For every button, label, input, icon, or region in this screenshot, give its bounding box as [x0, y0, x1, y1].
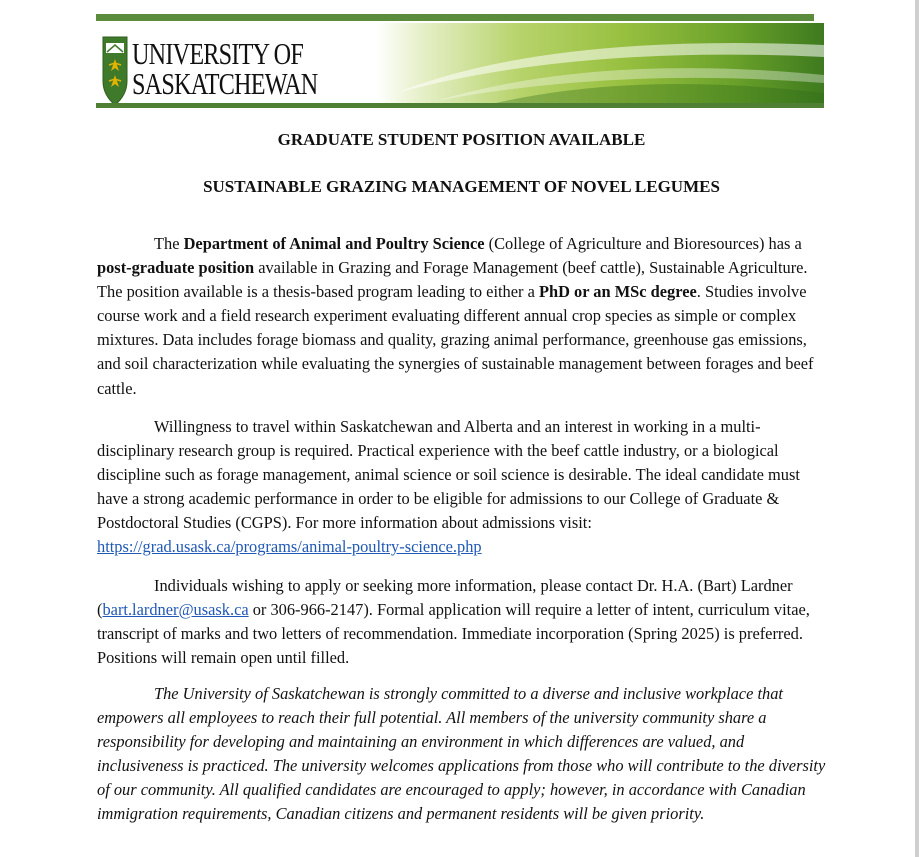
paragraph-position-description: [97, 232, 829, 401]
wordmark-line1: UNIVERSITY OF: [132, 36, 303, 71]
degree-type: PhD or an MSc degree: [538, 282, 697, 302]
header-top-bar: [96, 14, 814, 21]
paragraph-requirements: [97, 415, 829, 560]
leaf-swoosh-graphic: [376, 23, 824, 103]
university-crest-icon: [102, 35, 128, 107]
p1-text-4: . Studies involve course work and a field research experiment evaluating different annual crop species as simple or complex mixtures. Data includes forage biomass and quality, grazing animal performance, greenhouse gas emissions, and soil characterization while evaluating the synergies of sustainable management between forages and beef cattle.: [97, 282, 814, 398]
wordmark-line2: SASKATCHEWAN: [132, 66, 318, 101]
paragraph-diversity-statement: The University of Saskatchewan is strongly committed to a diverse and inclusive workplace that empowers all employees to reach their full potential. All members of the university community share a responsibility for developing and maintaining an environment in which differences are valued, and inclusiveness is practiced. The university welcomes applications from those who will contribute to the diversity of our community. All qualified candidates are encouraged to apply; however, in accordance with Canadian immigration requirements, Canadian citizens and permanent residents will be given priority.: [97, 684, 826, 824]
header-graphic: [376, 23, 824, 103]
department-name: Department of Animal and Poultry Science: [183, 234, 485, 253]
document-title: GRADUATE STUDENT POSITION AVAILABLE: [277, 130, 646, 149]
university-wordmark: [132, 36, 318, 101]
p1-text-1: The: [154, 234, 184, 253]
admissions-link[interactable]: https://grad.usask.ca/programs/animal-poultry-science.php: [97, 537, 482, 557]
logo-area: [96, 21, 386, 103]
p3-text-2: or 306-966-2147). Formal application will require a letter of intent, curriculum vitae, transcript of marks and two letters of recommendation. Immediate incorporation (Spring 2025) is preferred. Positions will remain open until filled.: [97, 600, 810, 668]
p1-text-2: (College of Agriculture and Bioresources) has a: [484, 234, 802, 253]
contact-email-link[interactable]: bart.lardner@usask.ca: [102, 600, 249, 620]
paragraph-contact: [97, 574, 829, 670]
page-edge: [915, 0, 919, 857]
p1-text-3: available in Grazing and Forage Management (beef cattle), Sustainable Agriculture. The position available is a thesis-based program leading to either a: [97, 258, 808, 302]
header-bottom-bar: [96, 103, 824, 108]
p2-text: Willingness to travel within Saskatchewan and Alberta and an interest in working in a multi-disciplinary research group is required. Practical experience with the beef cattle industry, or a biological discipline such as forage management, animal science or soil science is desirable. The ideal candidate must have a strong academic performance in order to be eligible for admissions to our College of Graduate & Postdoctoral Studies (CGPS). For more information about admissions visit:: [97, 417, 800, 533]
p3-text-1: Individuals wishing to apply or seeking more information, please contact Dr. H.A. (Bart) Lardner (: [97, 576, 793, 620]
header-banner: [96, 14, 824, 108]
document-subtitle: SUSTAINABLE GRAZING MANAGEMENT OF NOVEL LEGUMES: [203, 177, 720, 196]
position-type: post-graduate position: [97, 258, 255, 278]
